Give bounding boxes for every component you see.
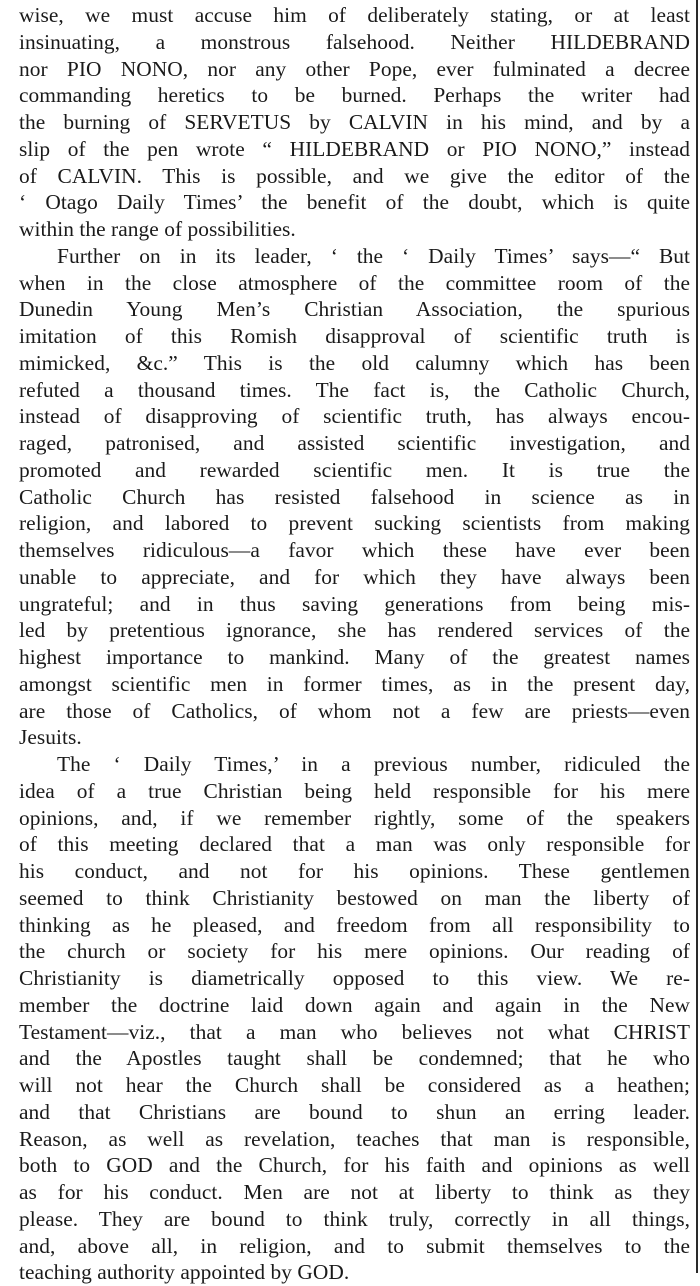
article-line: and that Christians are bound to shun an erring leader. [19,1099,690,1124]
article-line: ‘ Otago Daily Times’ the benefit of the doubt, which is quite [19,190,690,215]
article-line: nor PIO NONO, nor any other Pope, ever fulminated a decree [19,56,690,81]
article-line: The ‘ Daily Times,’ in a previous number, ridiculed the [57,752,690,776]
article-line: member the doctrine laid down again and again in the New [19,992,690,1017]
article-line: Testament—viz., that a man who believes not what CHRIST [19,1019,690,1044]
article-line: idea of a true Christian being held responsible for his mere [19,778,690,803]
article-line: when in the close atmosphere of the committee room of the [19,270,690,295]
article-line: as for his conduct. Men are not at liberty to think as they [19,1180,690,1204]
article-line: themselves ridiculous—a favor which these have ever been [19,538,690,562]
article-line: imitation of this Romish disapproval of scientific truth is [19,324,690,348]
column-rule [696,0,698,1273]
article-line: mimicked, &c.” This is the old calumny which has been [19,350,690,375]
article-line: opinions, and, if we remember rightly, some of the speakers [19,805,690,830]
article-line: wise, we must accuse him of deliberately stating, or at least [19,3,690,27]
article-line: Dunedin Young Men’s Christian Association, the spurious [19,297,690,322]
article-line: his conduct, and not for his opinions. These gentlemen [19,859,690,883]
article-line: promoted and rewarded scientific men. It is true the [19,457,690,482]
article-line: amongst scientific men in former times, as in the present day, [19,671,690,696]
article-line: Further on in its leader, ‘ the ‘ Daily Times’ says—“ But [57,243,690,268]
article-line: Reason, as well as revelation, teaches that man is responsible, [19,1126,690,1151]
article-line: seemed to think Christianity bestowed on man the liberty of [19,885,690,910]
article-line: of CALVIN. This is possible, and we give the editor of the [19,163,690,188]
article-line: teaching authority appointed by GOD. [19,1260,350,1285]
article-line: unable to appreciate, and for which they have always been [19,564,690,589]
article-line: led by pretentious ignorance, she has rendered services of the [19,618,690,643]
article-line: slip of the pen wrote “ HILDEBRAND or PIO NONO,” instead [19,136,690,161]
article-line: Christianity is diametrically opposed to this view. We re- [19,966,690,990]
article-line: instead of disapproving of scientific truth, has always encou- [19,404,690,429]
article-line: the burning of SERVETUS by CALVIN in his mind, and by a [19,110,690,134]
article-line: thinking as he pleased, and freedom from all responsibility to [19,912,690,937]
article-line: will not hear the Church shall be considered as a heathen; [19,1073,690,1097]
article-line: commanding heretics to be burned. Perhaps the writer had [19,83,690,108]
article-line: within the range of possibilities. [19,217,296,241]
article-column [19,2,690,1286]
article-line: religion, and labored to prevent sucking scientists from making [19,511,690,536]
article-line: are those of Catholics, of whom not a few are priests—even [19,698,690,723]
article-line: of this meeting declared that a man was only responsible for [19,832,690,857]
article-line: and the Apostles taught shall be condemned; that he who [19,1046,690,1071]
article-line: highest importance to mankind. Many of the greatest names [19,645,690,669]
article-line: the church or society for his mere opinions. Our reading of [19,939,690,964]
article-line: Catholic Church has resisted falsehood in science as in [19,484,690,509]
article-line: and, above all, in religion, and to submit themselves to the [19,1233,690,1258]
article-line: please. They are bound to think truly, correctly in all things, [19,1206,690,1231]
article-line: both to GOD and the Church, for his faith and opinions as well [19,1153,690,1178]
article-line: insinuating, a monstrous falsehood. Neither HILDEBRAND [19,29,690,54]
article-line: refuted a thousand times. The fact is, the Catholic Church, [19,377,690,402]
article-line: ungrateful; and in thus saving generations from being mis- [19,591,690,616]
article-line: Jesuits. [19,725,82,750]
article-line: raged, patronised, and assisted scientific investigation, and [19,431,690,455]
